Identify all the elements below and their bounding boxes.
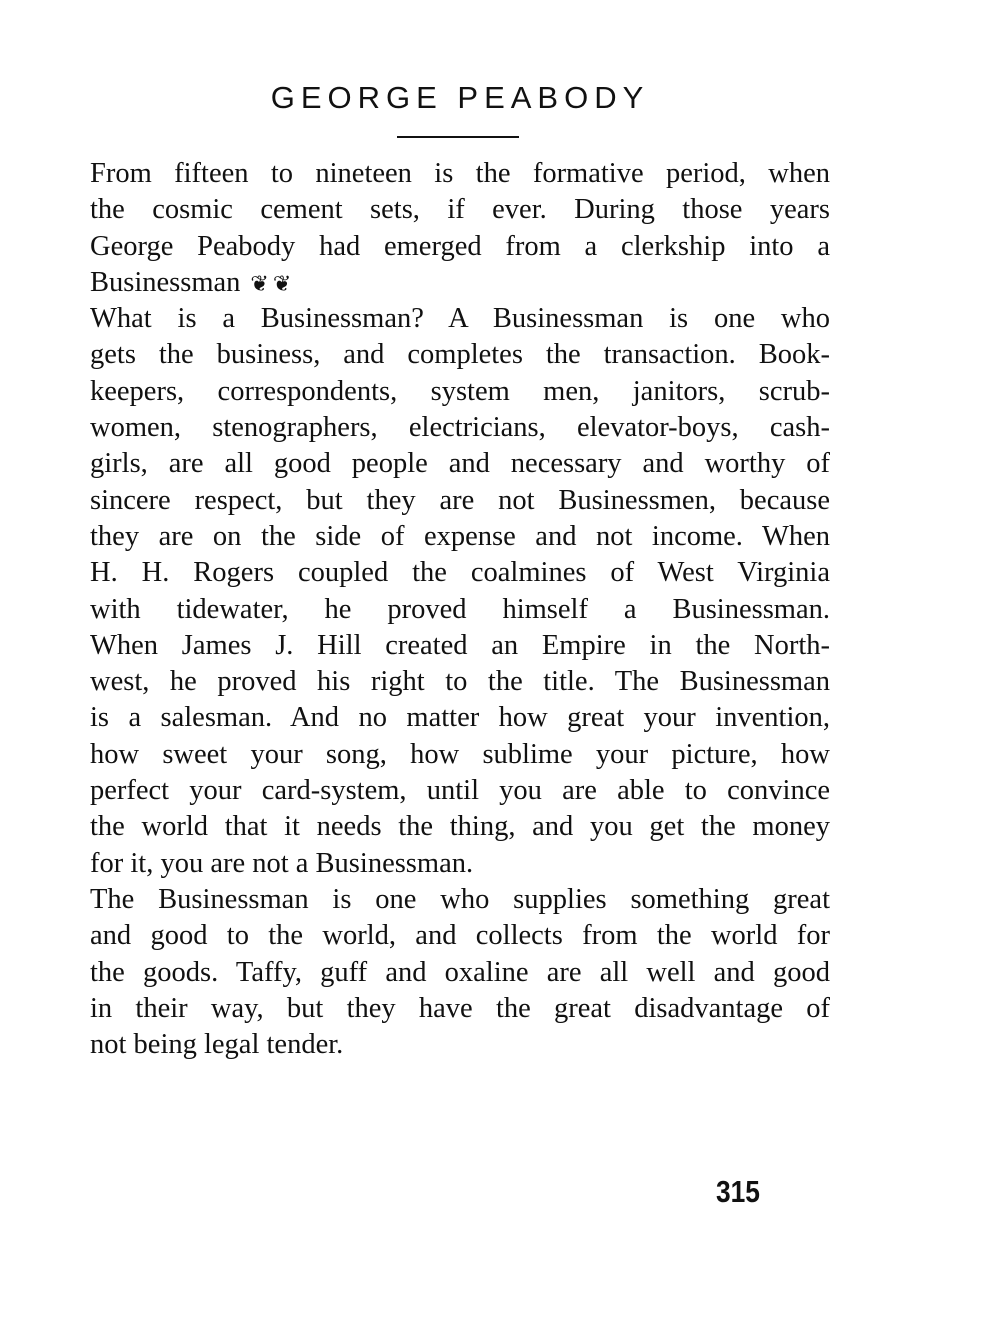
text-line: From fifteen to nineteen is the formative period, when	[90, 158, 830, 189]
text-line: girls, are all good people and necessary and worthy of	[90, 448, 830, 480]
text-line: George Peabody had emerged from a clerkship into a	[90, 230, 830, 262]
text-line: is a salesman. And no matter how great your invention,	[90, 702, 830, 734]
text-line: the goods. Taffy, guff and oxaline are all well and good	[90, 956, 830, 988]
text-line: how sweet your song, how sublime your picture, how	[90, 738, 830, 770]
text-line: keepers, correspondents, system men, janitors, scrub-	[90, 375, 830, 407]
text-line: not being legal tender.	[90, 1029, 344, 1061]
text-line: for it, you are not a Businessman.	[90, 847, 474, 879]
text-line: perfect your card-system, until you are able to convince	[90, 775, 830, 807]
page-number: 315	[716, 1174, 760, 1209]
text-line: gets the business, and completes the transaction. Book-	[90, 339, 830, 371]
text-line: the world that it needs the thing, and you get the money	[90, 811, 830, 843]
text-line: When James J. Hill created an Empire in the North-	[90, 629, 830, 661]
text-line: sincere respect, but they are not Businessmen, because	[90, 484, 830, 516]
running-head: GEORGE PEABODY	[270, 80, 650, 115]
text-line: west, he proved his right to the title. The Businessman	[90, 666, 830, 698]
text-line: in their way, but they have the great disadvantage of	[90, 992, 830, 1024]
text-line: they are on the side of expense and not income. When	[90, 520, 830, 552]
body-text	[90, 156, 830, 1063]
text-line: The Businessman is one who supplies something great	[90, 883, 830, 915]
text-line: women, stenographers, electricians, elevator-boys, cash-	[90, 412, 830, 444]
text-line: with tidewater, he proved himself a Businessman.	[90, 593, 830, 625]
text-line: and good to the world, and collects from the world for	[90, 920, 830, 952]
fleuron-ornament-icon: ❦❦	[250, 270, 296, 296]
text-line: the cosmic cement sets, if ever. During those years	[90, 194, 830, 226]
text-line	[90, 265, 830, 301]
title-rule	[397, 136, 519, 138]
text-line: What is a Businessman? A Businessman is one who	[90, 303, 830, 335]
text-line-content: Businessman	[90, 266, 241, 298]
text-line: H. H. Rogers coupled the coalmines of West Virginia	[90, 557, 830, 589]
